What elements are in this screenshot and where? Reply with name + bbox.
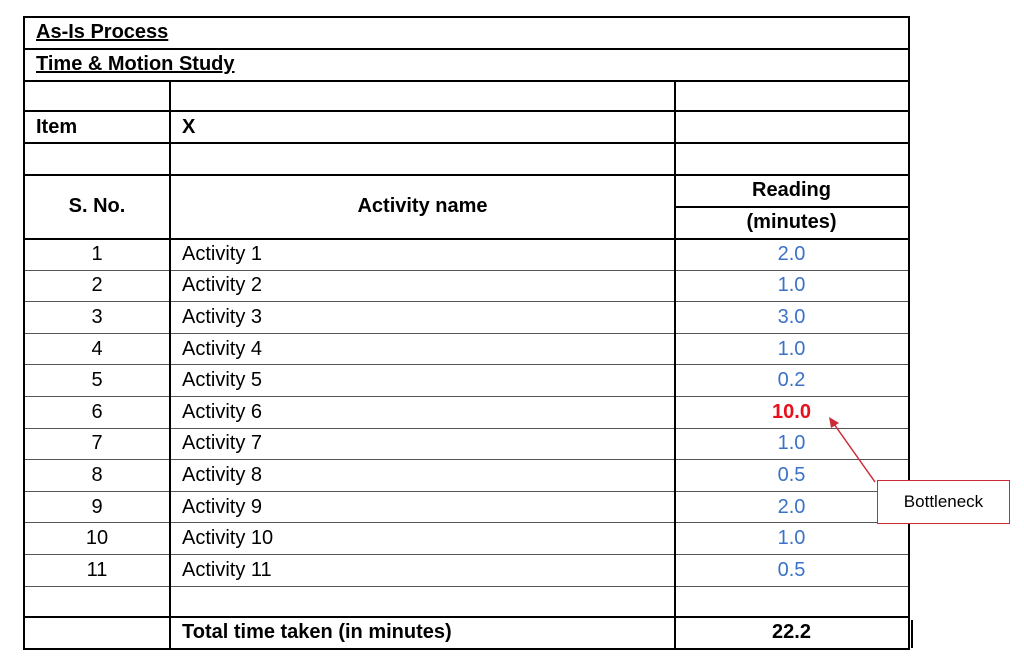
row-sno: 2 [91, 274, 103, 297]
row-activity-name: Activity 9 [182, 495, 263, 518]
grid-hline [23, 174, 910, 176]
grid-hline [23, 459, 910, 460]
column-header-reading: Reading [752, 179, 831, 201]
row-reading: 0.2 [777, 369, 806, 392]
row-sno: 3 [91, 305, 103, 328]
grid-hline [23, 270, 910, 271]
grid-hline [23, 364, 910, 365]
row-reading-bottleneck: 10.0 [772, 400, 811, 423]
row-activity-name: Activity 2 [182, 274, 263, 297]
row-activity-name: Activity 1 [182, 242, 263, 265]
row-reading: 0.5 [777, 558, 806, 581]
grid-hline [675, 206, 910, 208]
grid-vline [23, 16, 25, 650]
grid-vline [169, 80, 171, 650]
total-value: 22.2 [772, 621, 811, 643]
column-header-sno: S. No. [68, 195, 126, 217]
grid-hline [23, 16, 910, 18]
row-activity-name: Activity 8 [182, 463, 263, 486]
row-reading: 1.0 [777, 337, 806, 360]
study-subtitle: Time & Motion Study [36, 53, 235, 75]
grid-hline [23, 428, 910, 429]
row-activity-name: Activity 10 [182, 527, 274, 550]
row-sno: 1 [91, 242, 103, 265]
item-label: Item [36, 116, 78, 138]
row-sno: 7 [91, 432, 103, 455]
grid-hline [23, 616, 910, 618]
process-title: As-Is Process [36, 21, 169, 43]
row-reading: 1.0 [777, 527, 806, 550]
grid-hline [23, 491, 910, 492]
grid-hline [23, 238, 910, 240]
row-activity-name: Activity 11 [182, 558, 272, 581]
row-activity-name: Activity 4 [182, 337, 263, 360]
row-sno: 8 [91, 463, 103, 486]
grid-hline [23, 333, 910, 334]
row-sno: 4 [91, 337, 103, 360]
row-activity-name: Activity 5 [182, 369, 263, 392]
grid-hline [23, 554, 910, 555]
grid-vline [911, 620, 913, 648]
grid-hline [23, 110, 910, 112]
row-reading: 2.0 [777, 495, 806, 518]
grid-hline [23, 396, 910, 397]
row-reading: 0.5 [777, 463, 806, 486]
row-sno: 5 [91, 369, 103, 392]
row-reading: 1.0 [777, 432, 806, 455]
grid-hline [23, 648, 910, 650]
row-sno: 11 [86, 558, 108, 581]
column-header-reading-unit: (minutes) [746, 211, 837, 233]
item-value: X [182, 116, 196, 138]
grid-hline [23, 586, 910, 587]
grid-hline [23, 522, 910, 523]
row-reading: 1.0 [777, 274, 806, 297]
grid-hline [23, 48, 910, 50]
grid-hline [23, 301, 910, 302]
row-reading: 2.0 [777, 242, 806, 265]
grid-vline [908, 16, 910, 650]
row-activity-name: Activity 7 [182, 432, 263, 455]
bottleneck-callout: Bottleneck [877, 480, 1010, 524]
grid-vline [674, 80, 676, 650]
row-sno: 6 [91, 400, 103, 423]
grid-hline [23, 80, 910, 82]
row-activity-name: Activity 3 [182, 305, 263, 328]
row-activity-name: Activity 6 [182, 400, 263, 423]
column-header-activity: Activity name [357, 195, 488, 217]
row-sno: 10 [85, 527, 109, 550]
row-reading: 3.0 [777, 305, 806, 328]
total-label: Total time taken (in minutes) [182, 621, 452, 643]
row-sno: 9 [91, 495, 103, 518]
grid-hline [23, 142, 910, 144]
